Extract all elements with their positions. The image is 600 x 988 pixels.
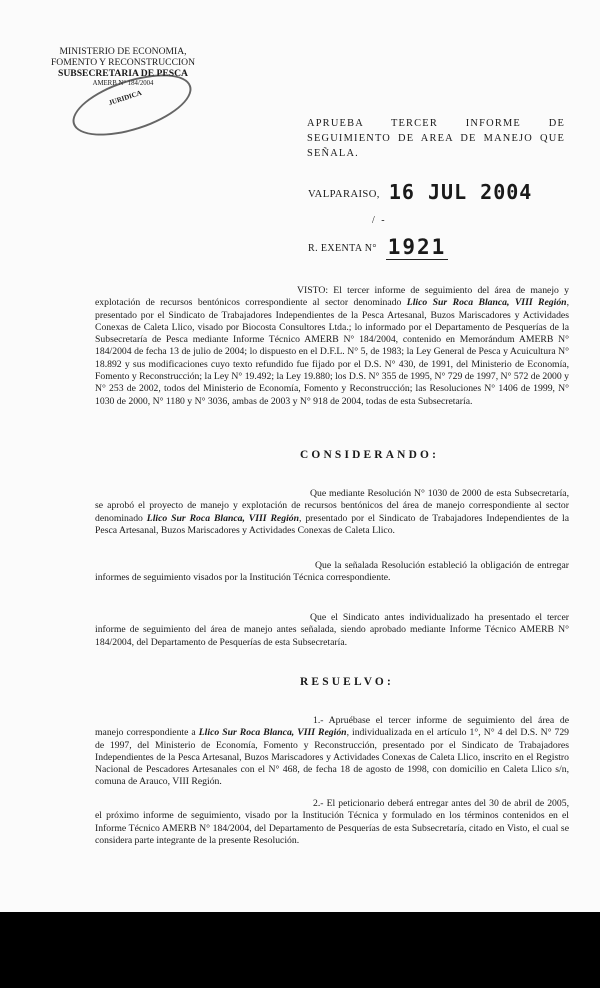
- scan-border: [0, 912, 600, 988]
- considerando-heading: CONSIDERANDO:: [300, 449, 440, 461]
- considerando-2-text: Que la señalada Resolución estableció la obligación de entregar informes de seguimiento visados por la Institución Técnica correspondiente.: [95, 560, 569, 584]
- header-line-amerb: AMERB N° 184/2004: [92, 80, 154, 87]
- dateline: [308, 180, 532, 204]
- considerando-1-area-name: Llico Sur Roca Blanca, VIII Región: [146, 512, 300, 524]
- visto-rest: , presentado por el Sindicato de Trabajadores Independientes de la Pesca Artesanal, Buzos Mariscadores y Actividades Conexas de Caleta Llico, visado por Biocosta Consultores Ltda.; lo informado por el Departamento de Pesquerías de la Subsecretaría de Pesca mediante Informe Técnico AMERB N° 184/2004, contenido en Memorándum AMERB N° 184/2004 de fecha 13 de julio de 2004; lo dispuesto en el D.F.L. N° 5, de 1983; la Ley General de Pesca y Acuicultura N° 18.892 y sus modificaciones cuyo texto refundido fue fijado por el D.S. N° 430, de 1991, del Ministerio de Economía, Fomento y Reconstrucción; la Ley N° 19.492; la Ley 19.880; los D.S. N° 355 de 1995, N° 729 de 1997, N° 572 de 2000 y N° 253 de 2002, todos del Ministerio de Economía, Fomento y Reconstrucción; las Resoluciones N° 1406 de 1999, N° 1030 de 2000, N° 1180 y N° 3036, ambas de 2003 y N° 918 de 2004, todas de esta Subsecretaría.: [95, 297, 569, 407]
- header-line-subsecretaria: SUBSECRETARIA DE PESCA: [58, 68, 188, 79]
- considerando-paragraph-2: [95, 560, 569, 585]
- document-subject: APRUEBA TERCER INFORME DE SEGUIMIENTO DE AREA DE MANEJO QUE SEÑALA.: [307, 118, 565, 159]
- date-stamp: 16 JUL 2004: [388, 180, 533, 204]
- seal-label: JURIDICA: [107, 88, 143, 108]
- resolution-number: [308, 215, 448, 260]
- resuelvo-paragraph-2: [95, 798, 569, 847]
- resuelvo-1-lead: 1.- Apruébase el tercer informe de seguimiento del área de manejo correspondiente a: [95, 715, 569, 739]
- visto-lead: VISTO: El tercer informe de seguimiento del área de manejo y explotación de recursos bentónicos correspondiente al sector denominado: [95, 285, 569, 309]
- dateline-place: VALPARAISO,: [308, 189, 380, 200]
- considerando-paragraph-1: [95, 488, 569, 537]
- visto-area-name: Llico Sur Roca Blanca, VIII Región: [406, 297, 567, 309]
- visto-paragraph: [95, 285, 569, 408]
- considerando-1-rest: , presentado por el Sindicato de Trabajadores Independientes de la Pesca Artesanal, Buzos Mariscadores y Actividades Conexas de Caleta Llico.: [95, 512, 569, 536]
- resuelvo-paragraph-1: [95, 715, 569, 789]
- header-line-ministry: MINISTERIO DE ECONOMIA,: [59, 46, 187, 57]
- resuelvo-1-rest: , individualizada en el artículo 1°, N° 4 del D.S. N° 729 de 1997, del Ministerio de Economía, Fomento y Reconstrucción, presentado por el Sindicato de Trabajadores Independientes de la Pesca Artesanal, Buzos Mariscadores y Actividades Conexas de Caleta Llico, inscrito en el Registro Nacional de Pescadores Artesanales con el N° 468, de fecha 18 de agosto de 1998, con domicilio en Caleta Llico s/n, comuna de Arauco, VIII Región.: [95, 727, 570, 788]
- resolution-number-stamp: 1921: [387, 235, 447, 259]
- resolution-marks: / -: [372, 215, 387, 226]
- resuelvo-1-area-name: Llico Sur Roca Blanca, VIII Región: [198, 727, 347, 739]
- considerando-paragraph-3: [95, 612, 569, 649]
- resuelvo-heading: RESUELVO:: [300, 676, 394, 688]
- considerando-3-text: Que el Sindicato antes individualizado ha presentado el tercer informe de seguimiento del área de manejo antes señalada, siendo aprobado mediante Informe Técnico AMERB N° 184/2004, del Departamento de Pesquerías de esta Subsecretaría.: [95, 612, 569, 648]
- header-line-fomento: FOMENTO Y RECONSTRUCCION: [50, 57, 196, 68]
- resuelvo-2-text: 2.- El peticionario deberá entregar antes del 30 de abril de 2005, el próximo informe de seguimiento, visado por la Institución Técnica y formulado en los términos contenidos en el Informe Técnico AMERB N° 184/2004, del Departamento de Pesquerías de esta Subsecretaría, citado en Visto, el cual se considera parte integrante de la presente Resolución.: [95, 798, 569, 846]
- considerando-1-lead: Que mediante Resolución N° 1030 de 2000 de esta Subsecretaría, se aprobó el proyecto de manejo y explotación de recursos bentónicos del área de manejo correspondiente al sector denominado: [95, 488, 569, 524]
- resolution-label: R. EXENTA N°: [308, 243, 377, 254]
